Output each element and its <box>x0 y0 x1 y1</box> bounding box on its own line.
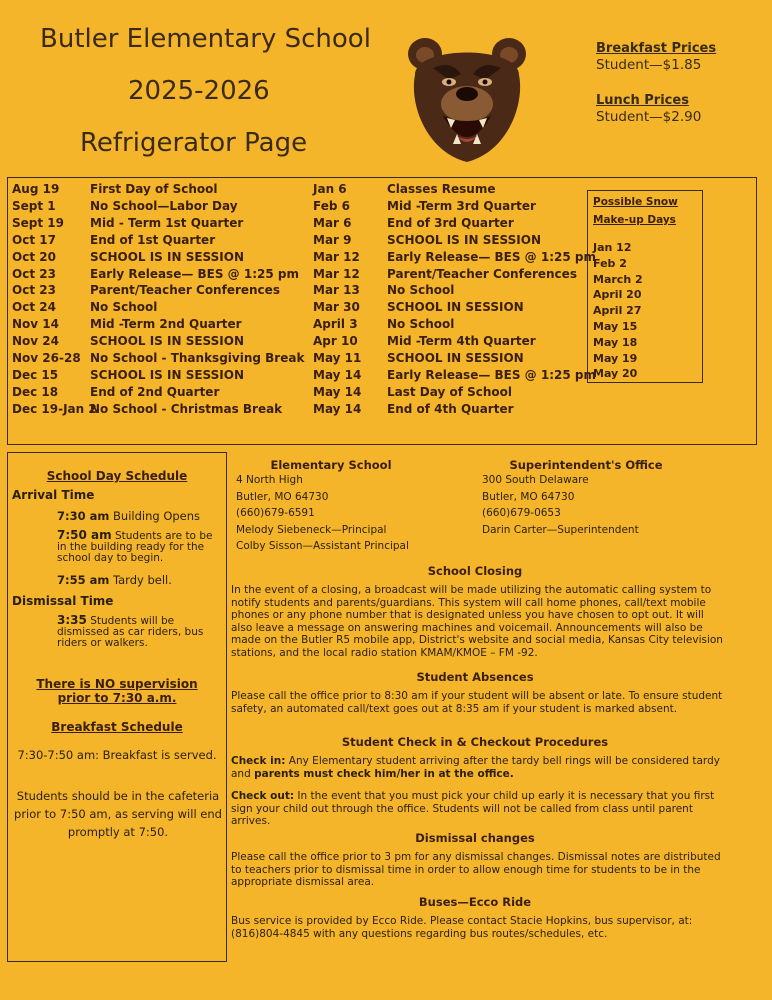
calendar-date: Mar 12 <box>313 266 360 281</box>
calendar-event: SCHOOL IN SESSION <box>387 300 524 315</box>
makeup-heading: Make-up Days <box>593 214 676 226</box>
calendar-event: Mid -Term 3rd Quarter <box>387 198 536 213</box>
closing-title: School Closing <box>427 564 523 578</box>
calendar-event: Early Release— BES @ 1:25 pm <box>387 367 596 382</box>
breakfast-prices-label: Breakfast Prices <box>596 41 717 56</box>
elementary-line: 4 North High <box>236 474 303 486</box>
calendar-date: Mar 12 <box>313 249 360 264</box>
time-text: Building Opens <box>113 509 201 523</box>
calendar-event: No School <box>90 300 158 315</box>
time-text: Students will be dismissed as car riders, bus riders or walkers. <box>57 615 204 649</box>
breakfast-price: Student—$1.85 <box>596 57 702 73</box>
calendar-date: May 14 <box>313 367 362 382</box>
snow-days-box <box>587 190 703 383</box>
calendar-date: Mar 9 <box>313 232 352 247</box>
time-value: 7:55 am <box>57 573 110 587</box>
no-supervision-note: There is NO supervision prior to 7:30 a.m. <box>36 677 198 705</box>
calendar-date: Sept 19 <box>12 215 64 230</box>
breakfast-note: Students should be in the cafeteria prior to 7:50 am, as serving will end promptly at 7:50. <box>14 789 222 839</box>
snow-day: May 15 <box>593 320 638 333</box>
page-title: Refrigerator Page <box>80 128 308 158</box>
calendar-event: Mid -Term 2nd Quarter <box>90 317 242 332</box>
time-text: Tardy bell. <box>113 573 172 587</box>
calendar-date: May 14 <box>313 384 362 399</box>
calendar-date: Nov 24 <box>12 334 59 349</box>
calendar-event: Parent/Teacher Conferences <box>90 283 280 298</box>
snow-day: Jan 12 <box>593 241 632 254</box>
superintendent-contact <box>482 472 639 538</box>
calendar-event: No School - Thanksgiving Break <box>90 351 305 365</box>
time-755 <box>57 573 172 587</box>
buses-title: Buses—Ecco Ride <box>418 895 532 909</box>
breakfast-schedule-title: Breakfast Schedule <box>51 720 183 734</box>
calendar-event: First Day of School <box>90 182 218 196</box>
calendar-event: End of 2nd Quarter <box>90 384 220 399</box>
calendar-event: End of 1st Quarter <box>90 232 216 247</box>
lunch-price: Student—$2.90 <box>596 109 702 125</box>
calendar-date: Dec 15 <box>12 367 59 382</box>
dismissal-label: Dismissal Time <box>12 594 114 608</box>
superintendent-line: Darin Carter—Superintendent <box>482 523 639 536</box>
absences-title: Student Absences <box>416 670 534 684</box>
checkin-bold: parents must check him/her in at the office. <box>254 767 514 780</box>
absences-text: Please call the office prior to 8:30 am if your student will be absent or late. To ensure student safety, an automated call/text goes out at 8:35 am if your student is marked absent. <box>231 690 723 715</box>
snow-day: Feb 2 <box>593 256 627 270</box>
checkin-title: Student Check in & Checkout Procedures <box>341 735 609 749</box>
calendar-date: Oct 23 <box>12 266 56 281</box>
calendar-date: Nov 14 <box>12 317 59 332</box>
snow-day: May 20 <box>593 367 638 381</box>
calendar-date: Jan 6 <box>313 182 347 196</box>
calendar-date: Mar 30 <box>313 300 360 315</box>
time-text: Students are to be in the building ready for the school day to begin. <box>57 530 213 564</box>
schedule-box <box>7 452 227 962</box>
calendar-date: Dec 19-Jan 2 <box>12 401 97 416</box>
calendar-date: Feb 6 <box>313 198 350 213</box>
calendar-event: Mid -Term 4th Quarter <box>387 334 536 349</box>
snow-day: May 19 <box>593 351 638 365</box>
superintendent-title: Superintendent's Office <box>509 458 663 472</box>
calendar-event: No School - Christmas Break <box>90 401 283 416</box>
checkin-body: Any Elementary student arriving after the tardy bell rings will be considered tardy and <box>231 755 720 780</box>
checkout-body: In the event that you must pick your child up early it is necessary that you first sign your child out through the office. Students will not be called from class until parent arrives. <box>231 790 715 827</box>
checkout-label: Check out: <box>231 790 295 802</box>
calendar-date: Apr 10 <box>313 334 358 349</box>
calendar-date: Mar 13 <box>313 283 360 298</box>
checkin-text <box>231 755 725 780</box>
calendar-date: Oct 24 <box>12 300 56 315</box>
buses-text: Bus service is provided by Ecco Ride. Please contact Stacie Hopkins, bus supervisor, at: (816)804-4845 with any questions regarding bus routes/schedules, etc. <box>231 915 693 940</box>
elementary-line: Melody Siebeneck—Principal <box>236 523 387 536</box>
calendar-date: Oct 23 <box>12 283 56 298</box>
time-value: 7:30 am <box>57 509 110 523</box>
calendar-event: End of 4th Quarter <box>387 401 514 416</box>
superintendent-line: Butler, MO 64730 <box>482 490 575 503</box>
checkin-label: Check in: <box>231 755 286 767</box>
dismissal-text: Please call the office prior to 3 pm for any dismissal changes. Dismissal notes are distributed to teachers prior to dismissal time in order to allow enough time for students to be in the appropriate dismissal area. <box>231 851 721 888</box>
elementary-line: Colby Sisson—Assistant Principal <box>236 540 409 552</box>
snow-day: May 18 <box>593 335 638 349</box>
elementary-title: Elementary School <box>270 458 392 472</box>
calendar-date: May 14 <box>313 401 362 416</box>
calendar-date: Sept 1 <box>12 198 56 213</box>
elementary-line: Butler, MO 64730 <box>236 490 329 503</box>
calendar-event: Early Release— BES @ 1:25 pm <box>387 249 596 264</box>
arrival-label: Arrival Time <box>12 488 95 502</box>
elementary-line: (660)679-6591 <box>236 507 315 519</box>
calendar-event: Early Release— BES @ 1:25 pm <box>90 266 299 281</box>
school-name: Butler Elementary School <box>40 24 371 54</box>
time-750 <box>57 530 222 564</box>
bear-mascot-icon <box>403 30 531 165</box>
snow-heading: Possible Snow <box>593 196 678 208</box>
calendar-date: Aug 19 <box>12 182 60 196</box>
snow-day: April 27 <box>593 304 642 318</box>
calendar-event: End of 3rd Quarter <box>387 215 514 230</box>
calendar-date: Nov 26-28 <box>12 351 81 365</box>
lunch-prices-label: Lunch Prices <box>596 93 689 108</box>
calendar-date: Oct 20 <box>12 249 56 264</box>
calendar-event: SCHOOL IS IN SESSION <box>90 334 244 349</box>
calendar-event: No School <box>387 283 455 298</box>
calendar-event: No School <box>387 317 455 332</box>
calendar-date: Dec 18 <box>12 384 59 399</box>
calendar-event: SCHOOL IS IN SESSION <box>387 232 541 247</box>
time-730 <box>57 509 200 523</box>
school-day-schedule-title: School Day Schedule <box>46 469 188 483</box>
time-335 <box>57 615 222 649</box>
calendar-date: April 3 <box>313 317 358 332</box>
calendar-event: No School—Labor Day <box>90 198 238 213</box>
calendar-event: SCHOOL IS IN SESSION <box>90 367 244 382</box>
elementary-contact <box>236 472 409 555</box>
superintendent-line: (660)679-0653 <box>482 507 561 519</box>
calendar-event: Last Day of School <box>387 384 513 399</box>
time-value: 3:35 <box>57 613 87 627</box>
snow-day: March 2 <box>593 272 643 286</box>
calendar-date: May 11 <box>313 351 362 365</box>
calendar-date: Oct 17 <box>12 232 56 247</box>
dismissal-title: Dismissal changes <box>415 831 535 845</box>
calendar-event: Mid - Term 1st Quarter <box>90 215 244 230</box>
snow-day: April 20 <box>593 288 642 302</box>
calendar-event: Classes Resume <box>387 182 496 196</box>
calendar-event: Parent/Teacher Conferences <box>387 266 577 281</box>
calendar-event: SCHOOL IS IN SESSION <box>90 249 244 264</box>
school-year: 2025-2026 <box>128 76 270 106</box>
superintendent-line: 300 South Delaware <box>482 474 589 486</box>
time-value: 7:50 am <box>57 528 112 542</box>
breakfast-time: 7:30-7:50 am: Breakfast is served. <box>17 748 217 762</box>
calendar-date: Mar 6 <box>313 215 352 230</box>
checkout-text <box>231 790 725 828</box>
closing-text: In the event of a closing, a broadcast will be made utilizing the automatic calling system to notify students and parents/guardians. This system will call home phones, call/text mobile phones or any phone number that is designated unless you have chosen to opt out. It will also leave a message on answering machines and voicemail. Announcements will also be made on the Butler R5 mobile app, District's website and social media, Kansas City television stations, and the local radio station KMAM/KMOE – FM -92. <box>231 584 723 659</box>
calendar-event: SCHOOL IN SESSION <box>387 351 524 365</box>
